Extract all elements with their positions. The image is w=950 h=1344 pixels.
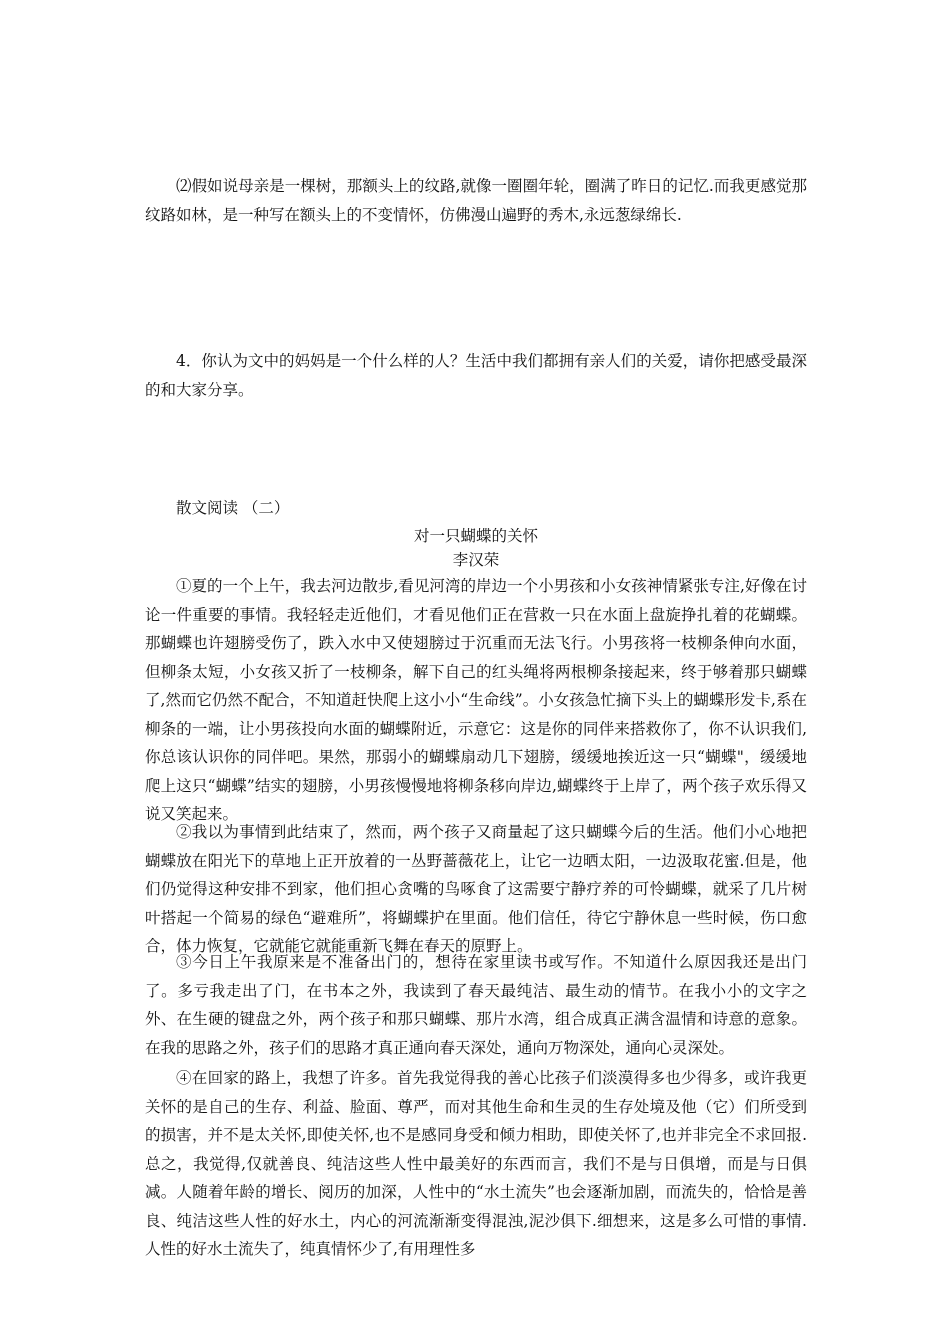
question-2-sub-2: ⑵假如说母亲是一棵树，那额头上的纹路,就像一圈圈年轮，圈满了昨日的记忆.而我更感觉那纹路如林，是一种写在额头上的不变情怀，仿佛漫山遍野的秀木,永远葱绿绵长. — [145, 177, 807, 224]
question-4: 4．你认为文中的妈妈是一个什么样的人？生活中我们都拥有亲人们的关爱，请你把感受最深的和大家分享。 — [145, 352, 807, 399]
article-paragraph-4: ④在回家的路上，我想了许多。首先我觉得我的善心比孩子们淡漠得多也少得多，或许我更关怀的是自己的生存、利益、脸面、尊严，而对其他生命和生灵的生存处境及他（它）们所受到的损害，并不是太关怀,即使关怀,也不是感同身受和倾力相助，即使关怀了,也并非完全不求回报.总之，我觉得,仅就善良、纯洁这些人性中最美好的东西而言，我们不是与日俱增，而是与日俱减。人随着年龄的增长、阅历的加深，人性中的“水土流失”也会逐渐加剧，而流失的，恰恰是善良、纯洁这些人性的好水土，内心的河流渐渐变得混浊,泥沙俱下.细想来，这是多么可惜的事情.人性的好水土流失了，纯真情怀少了,有用理性多 — [145, 1069, 807, 1258]
article-paragraph-2: ②我以为事情到此结束了，然而，两个孩子又商量起了这只蝴蝶今后的生活。他们小心地把蝴蝶放在阳光下的草地上正开放着的一丛野蔷薇花上，让它一边晒太阳，一边汲取花蜜.但是，他们仍觉得这种安排不到家，他们担心贪嘴的鸟啄食了这需要宁静疗养的可怜蝴蝶，就采了几片树叶搭起一个简易的绿色“避难所”，将蝴蝶护在里面。他们信任，待它宁静休息一些时候，伤口愈合，体力恢复，它就能它就能重新飞舞在春天的原野上。 — [145, 823, 807, 955]
article-paragraph-3: ③今日上午我原来是不准备出门的，想待在家里读书或写作。不知道什么原因我还是出门了。多亏我走出了门，在书本之外，我读到了春天最纯洁、最生动的情节。在我小小的文字之外、在生硬的键盘之外，两个孩子和那只蝴蝶、那片水湾，组合成真正满含温情和诗意的意象。在我的思路之外，孩子们的思路才真正通向春天深处，通向万物深处，通向心灵深处。 — [145, 953, 807, 1057]
article-paragraph-1: ①夏的一个上午，我去河边散步,看见河湾的岸边一个小男孩和小女孩神情紧张专注,好像在讨论一件重要的事情。我轻轻走近他们，才看见他们正在营救一只在水面上盘旋挣扎着的花蝴蝶。那蝴蝶也许翅膀受伤了，跌入水中又使翅膀过于沉重而无法飞行。小男孩将一枝柳条伸向水面，但柳条太短，小女孩又折了一枝柳条，解下自己的红头绳将两根柳条接起来，终于够着那只蝴蝶了,然而它仍然不配合，不知道赶快爬上这小小“生命线”。小女孩急忙摘下头上的蝴蝶形发卡,系在柳条的一端，让小男孩投向水面的蝴蝶附近，示意它：这是你的同伴来搭救你了，你不认识我们,你总该认识你的同伴吧。果然，那弱小的蝴蝶扇动几下翅膀，缓缓地挨近这一只“蝴蝶"，缓缓地爬上这只“蝴蝶”结实的翅膀，小男孩慢慢地将柳条移向岸边,蝴蝶终于上岸了，两个孩子欢乐得又说又笑起来。 — [145, 577, 807, 823]
article-title: 对一只蝴蝶的关怀 — [413, 527, 538, 545]
section-label: 散文阅读 （二） — [176, 499, 290, 517]
article-author: 李汉荣 — [452, 551, 500, 569]
